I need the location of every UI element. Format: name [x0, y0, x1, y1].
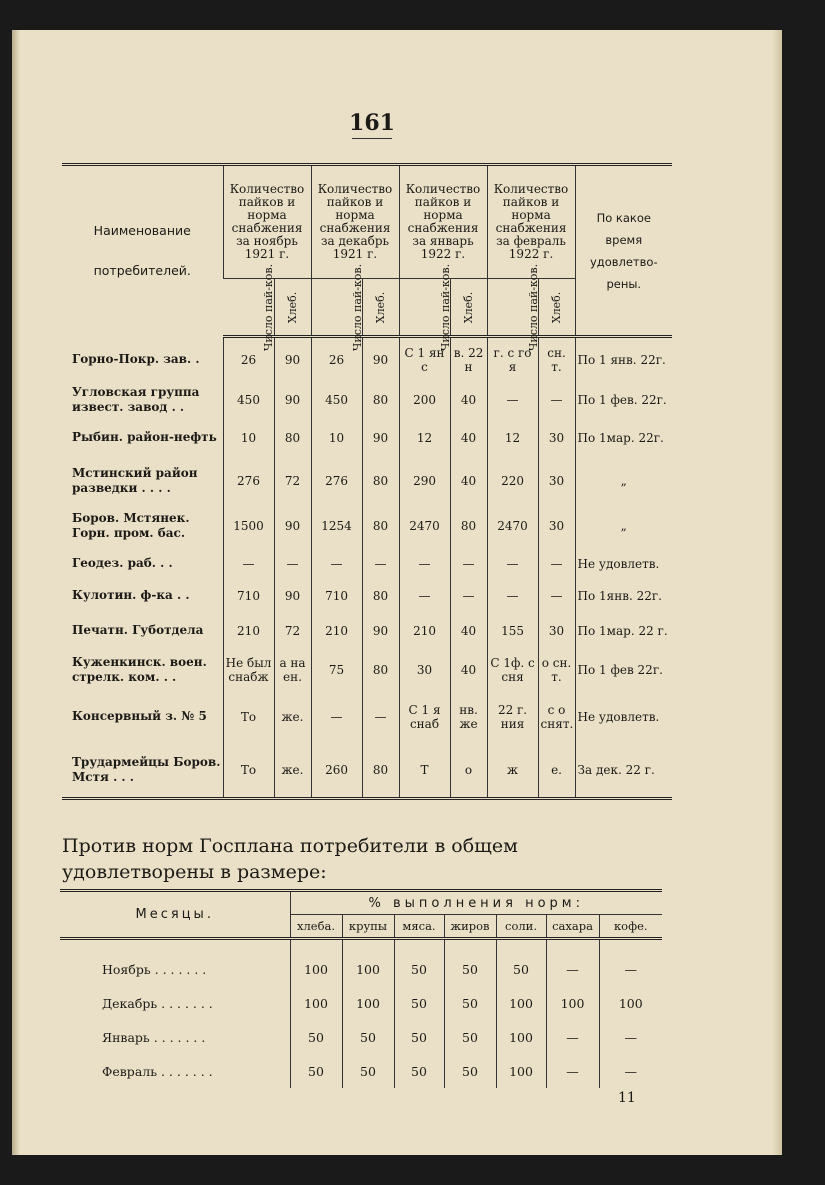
month-name: Ноябрь . . . . . . .	[102, 961, 207, 977]
ration-count-cell: 2470	[487, 503, 538, 549]
bread-norm-cell: 72	[274, 613, 311, 649]
satisfied-until-cell: Не удовлетв.	[575, 691, 672, 743]
table-row	[62, 337, 672, 383]
bread-norm-cell: 30	[538, 613, 575, 649]
sub-header-count-text: Число пай-ков.	[262, 263, 276, 351]
rations-table	[62, 163, 672, 800]
table-row	[62, 691, 672, 743]
table-row	[60, 1020, 662, 1054]
month-name: Январь . . . . . . .	[102, 1029, 206, 1045]
ration-count-cell: Т	[399, 743, 450, 799]
ration-count-cell: 1254	[311, 503, 362, 549]
bread-norm-cell: 90	[274, 337, 311, 383]
bread-norm-cell: сн. т.	[538, 337, 575, 383]
norm-percent-cell: —	[546, 1020, 599, 1054]
ration-count-cell: 220	[487, 459, 538, 503]
consumer-header-line-2: потребителей.	[93, 263, 191, 279]
ration-count-cell: 276	[223, 459, 274, 503]
norm-column-header: сахара	[546, 915, 599, 939]
norm-percent-cell: 100	[342, 986, 394, 1020]
bread-norm-cell: —	[362, 691, 399, 743]
bread-norm-cell: 72	[274, 459, 311, 503]
norms-caption: % выполнения норм:	[290, 891, 662, 915]
ration-count-cell: ж	[487, 743, 538, 799]
norm-percent-cell: 100	[290, 939, 342, 987]
ration-count-cell: 710	[223, 579, 274, 613]
bread-norm-cell: —	[274, 549, 311, 579]
ration-count-cell: 22 г. ния	[487, 691, 538, 743]
bread-norm-cell: 80	[362, 649, 399, 691]
ration-count-cell: —	[399, 549, 450, 579]
bread-norm-cell: 30	[538, 503, 575, 549]
norm-column-header: мяса.	[394, 915, 444, 939]
page-number-rule	[352, 138, 392, 139]
table-row	[62, 459, 672, 503]
consumer-name: Угловская группа извест. завод . .	[72, 384, 200, 414]
norm-column-header: соли.	[496, 915, 546, 939]
bread-norm-cell: о	[450, 743, 487, 799]
bread-norm-cell: 80	[362, 383, 399, 417]
ration-count-cell: 450	[223, 383, 274, 417]
ration-count-cell: 26	[311, 337, 362, 383]
consumer-name: Куженкинск. воен. стрелк. ком. . .	[72, 654, 207, 684]
ration-count-cell: 12	[487, 417, 538, 459]
sub-header-count-text: Число пай-ков.	[350, 263, 364, 351]
ration-count-cell: 260	[311, 743, 362, 799]
bread-norm-cell: 80	[362, 503, 399, 549]
ration-count-cell: —	[399, 579, 450, 613]
table-row	[62, 383, 672, 417]
satisfied-until-cell: „	[575, 459, 672, 503]
consumer-name: Горно-Покр. зав. .	[72, 352, 200, 366]
bread-norm-cell: 40	[450, 383, 487, 417]
table-row	[62, 549, 672, 579]
ration-count-cell: —	[487, 549, 538, 579]
sub-header-count-text: Число пай-ков.	[438, 263, 452, 351]
bread-norm-cell: —	[450, 549, 487, 579]
norm-percent-cell: 50	[394, 986, 444, 1020]
norm-percent-cell: 50	[394, 939, 444, 987]
consumer-name: Рыбин. район-нефть	[72, 430, 217, 444]
period-header-dec-1921: Количество пайков и норма снабжения за декабрь 1921 г.	[311, 165, 399, 279]
norm-percent-cell: 100	[342, 939, 394, 987]
norm-percent-cell: 100	[496, 1020, 546, 1054]
bread-norm-cell: 80	[274, 417, 311, 459]
ration-count-cell: 450	[311, 383, 362, 417]
consumer-name: Печатн. Губотдела	[72, 623, 204, 637]
norms-table-body	[60, 939, 662, 1089]
sub-header-count	[399, 263, 452, 351]
norms-table	[60, 889, 662, 1088]
ration-count-cell: —	[311, 549, 362, 579]
ration-count-cell: —	[487, 579, 538, 613]
bread-norm-cell: нв. же	[450, 691, 487, 743]
bread-norm-cell: 80	[450, 503, 487, 549]
table-row	[62, 743, 672, 799]
ration-count-cell: 12	[399, 417, 450, 459]
sub-header-bread	[362, 279, 399, 337]
table-row	[60, 939, 662, 987]
ration-count-cell: С 1ф. с сня	[487, 649, 538, 691]
satisfied-until-cell: По 1янв. 22г.	[575, 579, 672, 613]
bread-norm-cell: —	[538, 383, 575, 417]
bread-norm-cell: 90	[274, 503, 311, 549]
norm-column-header: хлеба.	[290, 915, 342, 939]
norm-percent-cell: 50	[290, 1054, 342, 1088]
ration-count-cell: г. с го я	[487, 337, 538, 383]
norm-column-header: жиров	[444, 915, 496, 939]
norm-percent-cell: 50	[290, 1020, 342, 1054]
satisfied-until-cell: По 1мар. 22г.	[575, 417, 672, 459]
ration-count-cell: 210	[223, 613, 274, 649]
satisfied-until-cell: По 1 фев 22г.	[575, 649, 672, 691]
norm-percent-cell: —	[599, 1020, 662, 1054]
sub-header-bread	[538, 279, 575, 337]
bread-norm-cell: 80	[362, 743, 399, 799]
norm-percent-cell: 50	[444, 986, 496, 1020]
ration-count-cell: 210	[311, 613, 362, 649]
month-name: Февраль . . . . . . .	[102, 1063, 213, 1079]
bread-norm-cell: о сн. т.	[538, 649, 575, 691]
ration-count-cell: 30	[399, 649, 450, 691]
sub-header-bread-text: Хлеб.	[286, 291, 300, 323]
consumer-header-line-1: Наименование	[93, 223, 191, 239]
bread-norm-cell: 40	[450, 417, 487, 459]
bread-norm-cell: 40	[450, 649, 487, 691]
bread-norm-cell: 30	[538, 417, 575, 459]
months-header: Месяцы.	[60, 891, 290, 939]
table-row	[62, 503, 672, 549]
sub-header-count-text: Число пай-ков.	[526, 263, 540, 351]
ration-count-cell: 10	[223, 417, 274, 459]
bread-norm-cell: 90	[274, 383, 311, 417]
ration-count-cell: 276	[311, 459, 362, 503]
sub-header-count	[487, 263, 540, 351]
ration-count-cell: С 1 ян с	[399, 337, 450, 383]
sub-header-count	[311, 263, 364, 351]
bread-norm-cell: 90	[362, 337, 399, 383]
ration-count-cell: 710	[311, 579, 362, 613]
ration-count-cell: 10	[311, 417, 362, 459]
ration-count-cell: 75	[311, 649, 362, 691]
ration-count-cell: Не был снабж	[223, 649, 274, 691]
norm-percent-cell: 50	[342, 1020, 394, 1054]
norm-column-header: крупы	[342, 915, 394, 939]
bread-norm-cell: —	[450, 579, 487, 613]
satisfied-until-cell: „	[575, 503, 672, 549]
bread-norm-cell: —	[362, 549, 399, 579]
period-header-jan-1922: Количество пайков и норма снабжения за январь 1922 г.	[399, 165, 487, 279]
norm-percent-cell: 100	[546, 986, 599, 1020]
consumer-name: Кулотин. ф-ка . .	[72, 588, 190, 602]
consumer-name: Мстинский район разведки . . . .	[72, 465, 198, 495]
satisfied-until-cell: По 1мар. 22 г.	[575, 613, 672, 649]
ration-count-cell: 155	[487, 613, 538, 649]
bread-norm-cell: 30	[538, 459, 575, 503]
norm-percent-cell: 100	[599, 986, 662, 1020]
norm-percent-cell: 100	[290, 986, 342, 1020]
norm-percent-cell: 50	[496, 939, 546, 987]
summary-sentence: Против норм Госплана потребители в общем удовлетворены в размере:	[62, 835, 518, 883]
bread-norm-cell: 80	[362, 459, 399, 503]
bread-norm-cell: 40	[450, 459, 487, 503]
norm-percent-cell: 50	[444, 1054, 496, 1088]
table-row	[62, 649, 672, 691]
norm-column-header: кофе.	[599, 915, 662, 939]
ration-count-cell: —	[223, 549, 274, 579]
ration-count-cell: 290	[399, 459, 450, 503]
bread-norm-cell: —	[538, 579, 575, 613]
norm-percent-cell: 100	[496, 986, 546, 1020]
page-edge	[772, 30, 782, 1155]
sub-header-bread	[274, 279, 311, 337]
bread-norm-cell: 90	[274, 579, 311, 613]
consumer-name: Геодез. раб. . .	[72, 556, 173, 570]
bread-norm-cell: 80	[362, 579, 399, 613]
sub-header-count	[223, 263, 276, 351]
norm-percent-cell: 100	[496, 1054, 546, 1088]
table-row	[62, 579, 672, 613]
satisfied-until-cell: По 1 янв. 22г.	[575, 337, 672, 383]
satisfied-until-header: По какое время удовлетво-рены.	[575, 165, 672, 337]
norm-percent-cell: 50	[342, 1054, 394, 1088]
consumer-name: Боров. Мстянек. Горн. пром. бас.	[72, 510, 190, 540]
bread-norm-cell: е.	[538, 743, 575, 799]
ration-count-cell: 26	[223, 337, 274, 383]
bread-norm-cell: —	[538, 549, 575, 579]
bread-norm-cell: 90	[362, 613, 399, 649]
norm-percent-cell: 50	[444, 939, 496, 987]
norm-percent-cell: 50	[394, 1054, 444, 1088]
footer-signature: 11	[618, 1090, 636, 1106]
sub-header-bread-text: Хлеб.	[550, 291, 564, 323]
consumer-column-header	[62, 165, 223, 337]
norm-percent-cell: 50	[444, 1020, 496, 1054]
sub-header-bread-text: Хлеб.	[374, 291, 388, 323]
table-row	[60, 986, 662, 1020]
satisfied-until-cell: Не удовлетв.	[575, 549, 672, 579]
sub-header-bread-text: Хлеб.	[462, 291, 476, 323]
bread-norm-cell: 40	[450, 613, 487, 649]
page-number: 161	[349, 110, 395, 136]
bread-norm-cell: же.	[274, 691, 311, 743]
period-header-nov-1921: Количество пайков и норма снабжения за ноябрь 1921 г.	[223, 165, 311, 279]
page-gutter	[12, 30, 20, 1155]
ration-count-cell: 210	[399, 613, 450, 649]
ration-count-cell: 2470	[399, 503, 450, 549]
satisfied-until-cell: За дек. 22 г.	[575, 743, 672, 799]
ration-count-cell: 1500	[223, 503, 274, 549]
bread-norm-cell: с о снят.	[538, 691, 575, 743]
ration-count-cell: То	[223, 691, 274, 743]
ration-count-cell: —	[487, 383, 538, 417]
bread-norm-cell: в. 22 н	[450, 337, 487, 383]
ration-count-cell: То	[223, 743, 274, 799]
satisfied-until-cell: По 1 фев. 22г.	[575, 383, 672, 417]
norm-percent-cell: —	[546, 1054, 599, 1088]
norm-percent-cell: —	[599, 939, 662, 987]
month-name: Декабрь . . . . . . .	[102, 995, 213, 1011]
table-row	[60, 1054, 662, 1088]
bread-norm-cell: 90	[362, 417, 399, 459]
bread-norm-cell: а на ен.	[274, 649, 311, 691]
book-page	[12, 30, 782, 1155]
rations-table-body	[62, 337, 672, 799]
norm-percent-cell: —	[599, 1054, 662, 1088]
norm-percent-cell: 50	[394, 1020, 444, 1054]
table-row	[62, 417, 672, 459]
table-row	[62, 613, 672, 649]
ration-count-cell: 200	[399, 383, 450, 417]
norm-percent-cell: —	[546, 939, 599, 987]
ration-count-cell: —	[311, 691, 362, 743]
period-header-feb-1922: Количество пайков и норма снабжения за февраль 1922 г.	[487, 165, 575, 279]
ration-count-cell: С 1 я снаб	[399, 691, 450, 743]
consumer-name: Трудармейцы Боров. Мстя . . .	[62, 743, 223, 799]
sub-header-bread	[450, 279, 487, 337]
consumer-name: Консервный з. № 5	[72, 709, 207, 723]
bread-norm-cell: же.	[274, 743, 311, 799]
